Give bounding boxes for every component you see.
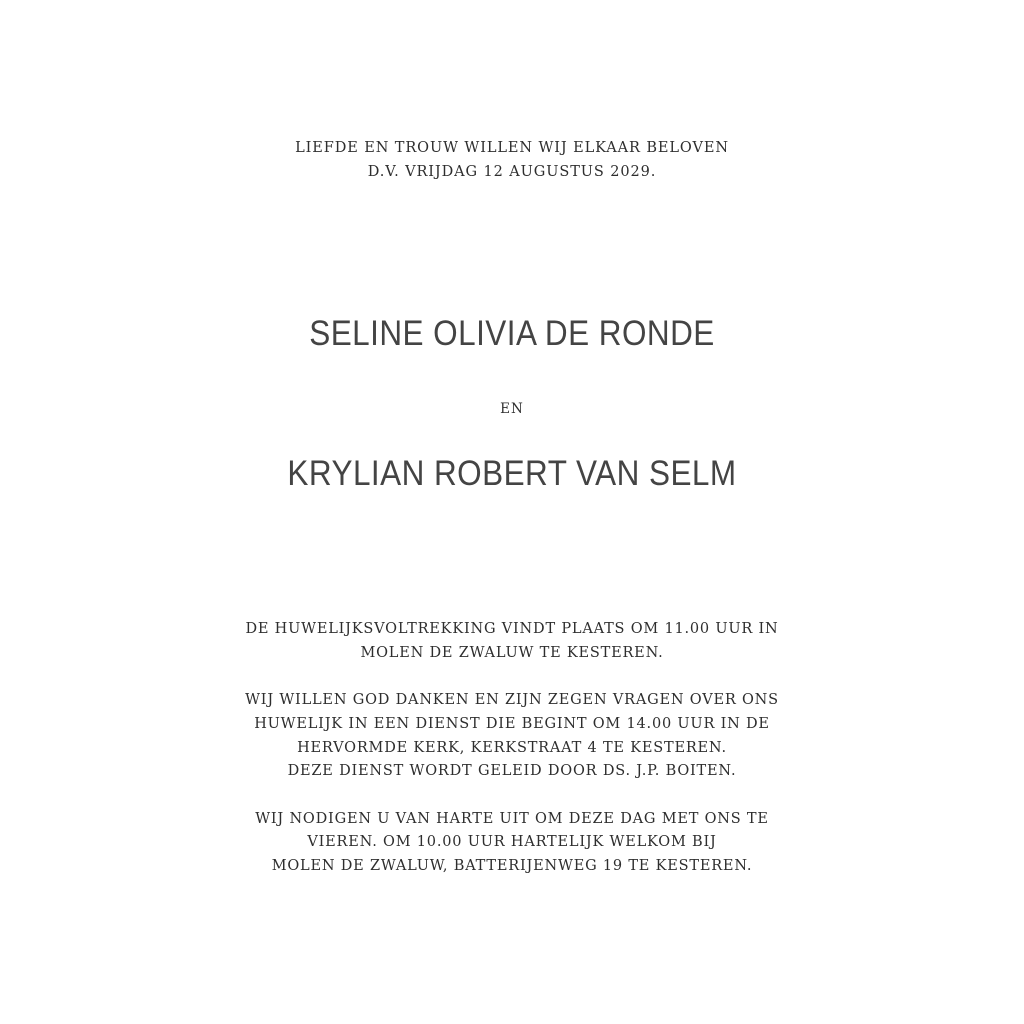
detail-line: DEZE DIENST WORDT GELEID DOOR DS. J.P. BOITEN. — [287, 763, 737, 780]
detail-line: VIEREN. OM 10.00 UUR HARTELIJK WELKOM BIJ — [307, 834, 717, 851]
detail-line: HERVORMDE KERK, KERKSTRAAT 4 TE KESTEREN. — [297, 739, 727, 756]
bride-name: SELINE OLIVIA DE RONDE — [309, 314, 715, 353]
conjunction: EN — [500, 401, 524, 417]
intro-line: D.V. VRIJDAG 12 AUGUSTUS 2029. — [367, 164, 657, 180]
detail-line: WIJ WILLEN GOD DANKEN EN ZIJN ZEGEN VRAGEN OVER ONS — [245, 692, 779, 709]
ceremony-paragraph — [0, 618, 1024, 665]
ceremony-details — [0, 618, 1024, 879]
detail-line: WIJ NODIGEN U VAN HARTE UIT OM DEZE DAG MET ONS TE — [255, 810, 769, 827]
detail-line: DE HUWELIJKSVOLTREKKING VINDT PLAATS OM 11.00 UUR IN — [245, 621, 779, 637]
detail-line: MOLEN DE ZWALUW TE KESTEREN. — [360, 644, 664, 661]
church-service-paragraph — [0, 689, 1024, 784]
detail-line: MOLEN DE ZWALUW, BATTERIJENWEG 19 TE KESTEREN. — [271, 858, 753, 874]
detail-line: HUWELIJK IN EEN DIENST DIE BEGINT OM 14.00 UUR IN DE — [254, 715, 770, 732]
intro-text — [0, 136, 1024, 184]
intro-line: LIEFDE EN TROUW WILLEN WIJ ELKAAR BELOVEN — [295, 140, 729, 156]
reception-paragraph — [0, 808, 1024, 879]
groom-name: KRYLIAN ROBERT VAN SELM — [287, 454, 737, 493]
